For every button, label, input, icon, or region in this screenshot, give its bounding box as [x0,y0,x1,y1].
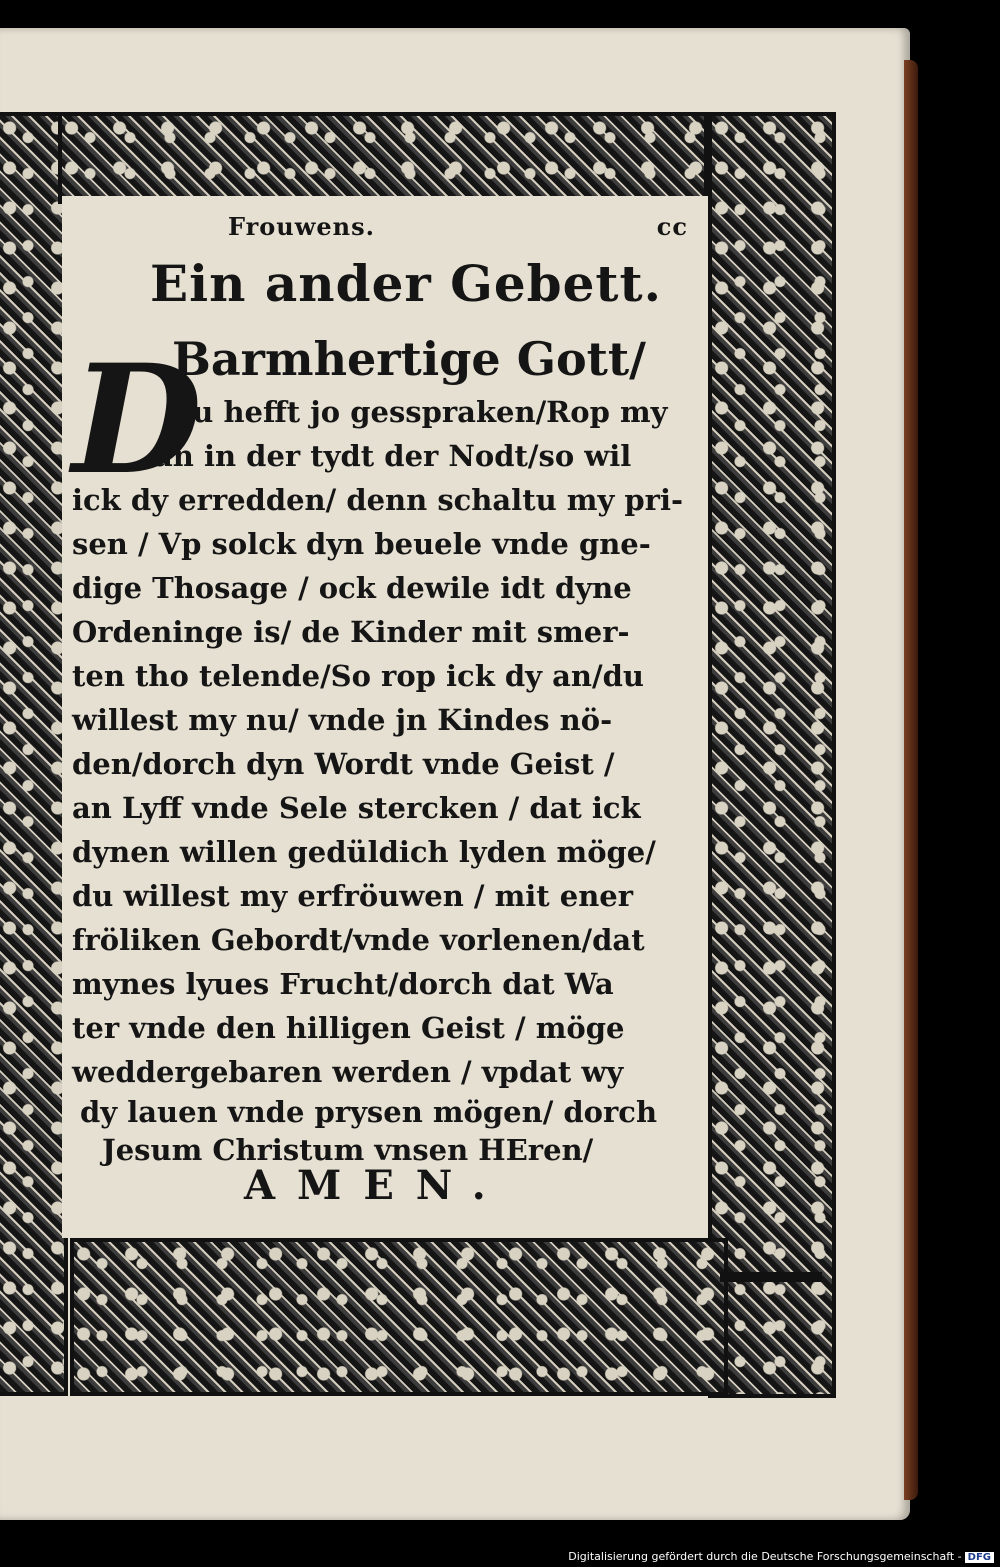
text-line: an in der tydt der Nodt/so wil [154,439,632,473]
text-line: du hefft jo gesspraken/Rop my [172,395,668,429]
section-heading: Ein ander Gebett. [150,254,663,313]
bottom-woodcut-border [70,1238,728,1396]
running-head-text: Frouwens. [228,212,375,241]
decorated-initial: D [72,332,203,508]
left-woodcut-border [0,112,68,1396]
text-line: sen / Vp solck dyn beuele vnde gne- [72,527,651,561]
page-edge [904,60,918,1500]
amen-line: AMEN. [244,1162,508,1209]
digitization-credit [568,1550,994,1563]
text-line: den/dorch dyn Wordt vnde Geist / [72,747,615,781]
text-line: ick dy erredden/ denn schaltu my pri- [72,483,684,517]
text-line: dynen willen gedüldich lyden möge/ [72,835,656,869]
text-line: ten tho telende/So rop ick dy an/du [72,659,644,693]
credit-text: Digitalisierung gefördert durch die Deutsche Forschungsgemeinschaft - [568,1550,962,1563]
top-woodcut-border [58,112,708,204]
text-line: du willest my erfröuwen / mit ener [72,879,634,913]
text-line: weddergebaren werden / vpdat wy [72,1055,624,1089]
right-woodcut-border [708,112,836,1398]
text-line: dige Thosage / ock dewile idt dyne [72,571,632,605]
folio-number: cc [656,212,688,241]
dfg-logo: DFG [965,1552,994,1563]
text-line: Jesum Christum vnsen HEren/ [102,1133,594,1167]
text-line: dy lauen vnde prysen mögen/ dorch [80,1095,658,1129]
text-line: willest my nu/ vnde jn Kindes nö- [72,703,613,737]
text-line: mynes lyues Frucht/dorch dat Wa [72,967,614,1001]
text-line: Ordeninge is/ de Kinder mit smer- [72,615,630,649]
text-line: ter vnde den hilligen Geist / möge [72,1011,625,1045]
running-head [228,212,688,241]
text-line: fröliken Gebordt/vnde vorlenen/dat [72,923,645,957]
opening-line: Barmhertige Gott/ [172,332,646,386]
ornament-rule [720,1272,822,1282]
text-line: an Lyff vnde Sele stercken / dat ick [72,791,641,825]
